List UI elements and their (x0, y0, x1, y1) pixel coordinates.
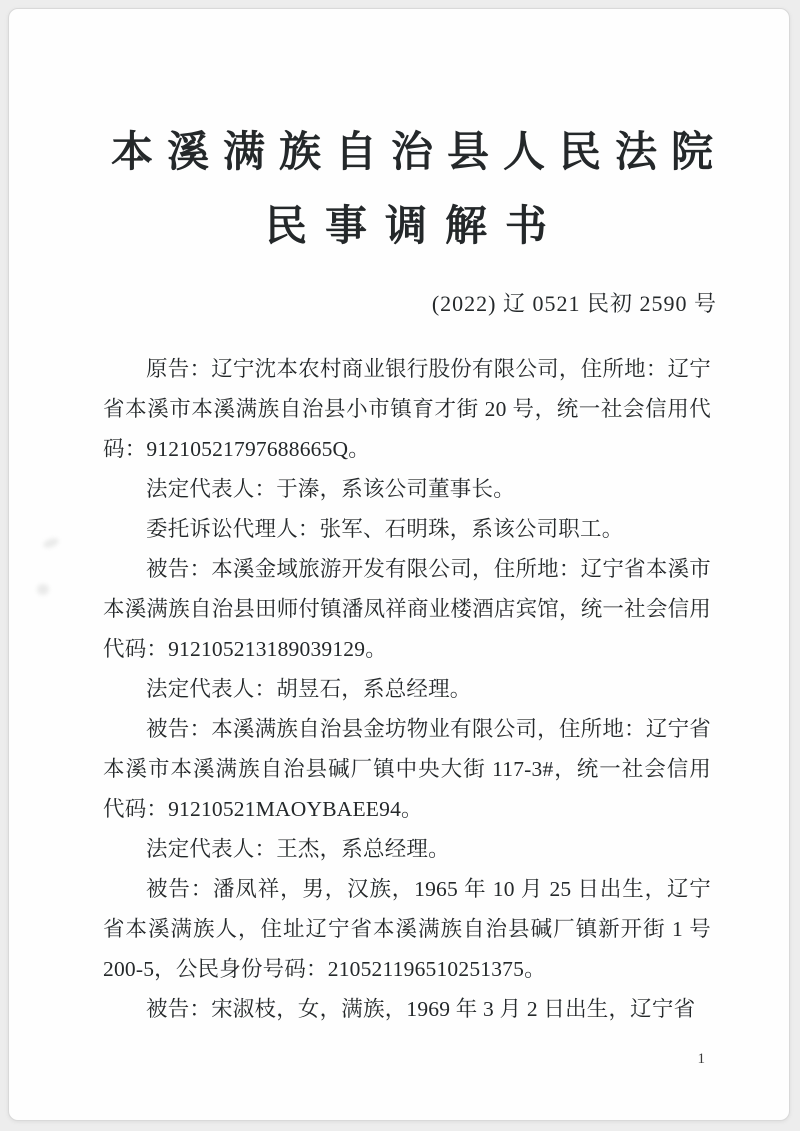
page-number: 1 (697, 1051, 705, 1067)
paragraph: 被告：宋淑枝，女，满族，1969 年 3 月 2 日出生，辽宁省 (146, 997, 696, 1021)
document-type-title: 民事调解书 (264, 204, 565, 250)
paragraph: 法定代表人：王杰，系总经理。 (146, 837, 450, 861)
paragraph: 法定代表人：于溱，系该公司董事长。 (146, 477, 515, 501)
paragraph: 原告：辽宁沈本农村商业银行股份有限公司，住所地：辽宁省本溪市本溪满族自治县小市镇育才街 20 号，统一社会信用代码：91210521797688665Q。 (103, 357, 711, 461)
paragraph: 被告：潘凤祥，男，汉族，1965 年 10 月 25 日出生，辽宁省本溪满族人，住址辽宁省本溪满族自治县碱厂镇新开街 1 号 200-5，公民身份号码：210521196510251375。 (103, 877, 711, 981)
document-body (103, 349, 711, 1029)
paragraph: 被告：本溪满族自治县金坊物业有限公司，住所地：辽宁省本溪市本溪满族自治县碱厂镇中央大街 117-3#，统一社会信用代码：91210521MAOYBAEE94。 (103, 717, 711, 821)
paragraph: 委托诉讼代理人：张军、石明珠，系该公司职工。 (146, 517, 624, 541)
case-number: (2022) 辽 0521 民初 2590 号 (431, 291, 717, 316)
scan-smudge (42, 537, 60, 550)
document-page (8, 8, 790, 1121)
scan-smudge (37, 584, 49, 595)
court-name-title: 本溪满族自治县人民法院 (111, 130, 728, 176)
paragraph: 被告：本溪金域旅游开发有限公司，住所地：辽宁省本溪市本溪满族自治县田师付镇潘凤祥商业楼酒店宾馆，统一社会信用代码：912105213189039129。 (103, 557, 711, 661)
paragraph: 法定代表人：胡昱石，系总经理。 (146, 677, 472, 701)
